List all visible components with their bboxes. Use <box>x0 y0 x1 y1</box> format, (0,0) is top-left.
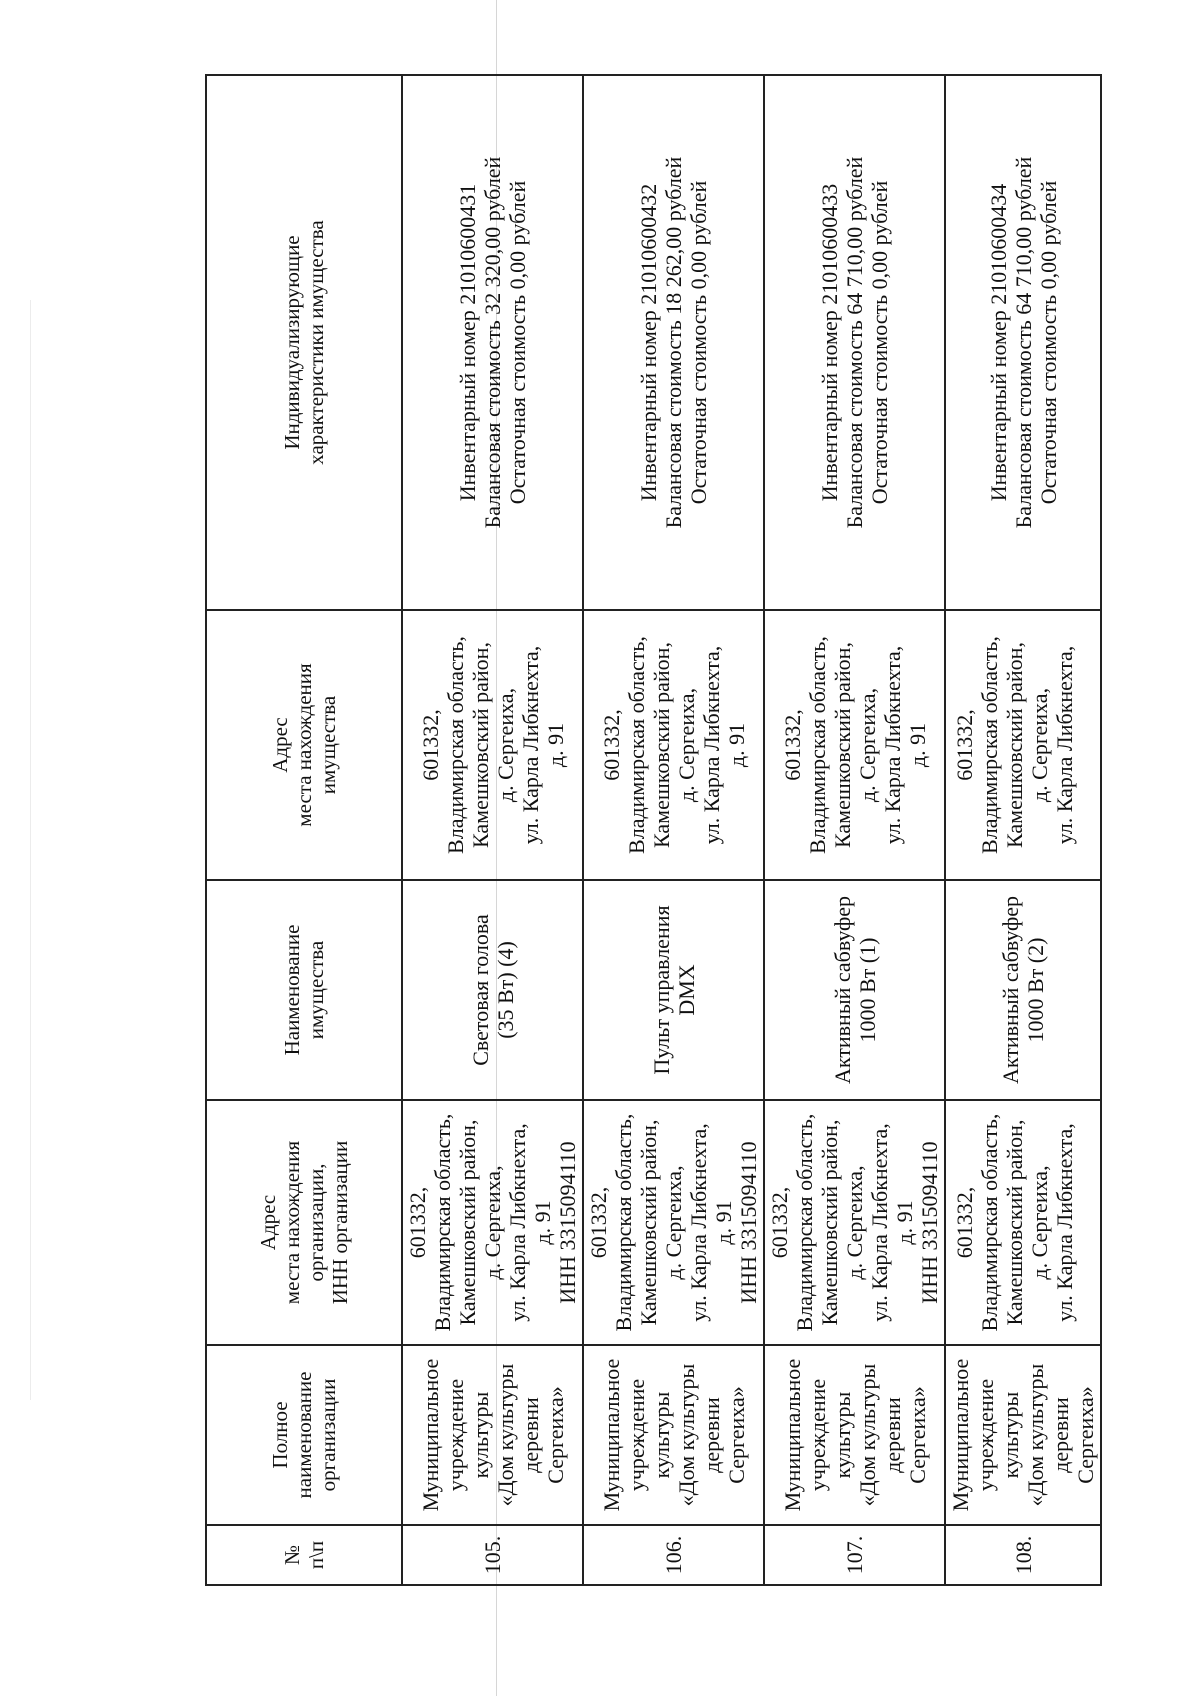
property-address-cell <box>402 610 583 880</box>
table-row <box>764 75 945 1585</box>
cell-line: Инвентарный номер 21010600433 <box>817 183 842 502</box>
cell-line: Наименование <box>280 924 304 1056</box>
cell-line: Камешковский район, <box>1002 1119 1027 1326</box>
cell-line: места нахождения <box>280 1140 304 1305</box>
cell-line: Камешковский район, <box>648 642 674 848</box>
header-org-address <box>206 1100 402 1345</box>
cell-line: п\п <box>304 1540 328 1570</box>
cell-line: д. Сергеиха, <box>1027 1165 1052 1280</box>
org-name-cell <box>583 1345 764 1525</box>
characteristics-cell <box>583 75 764 610</box>
cell-line: «Дом культуры <box>854 1363 880 1507</box>
cell-line: Камешковский район, <box>1002 642 1027 848</box>
table-row <box>945 75 1101 1585</box>
row-number: 106. <box>583 1525 764 1585</box>
property-name-cell <box>583 880 764 1100</box>
cell-line: Владимирская область, <box>611 1113 636 1332</box>
cell-line: Остаточная стоимость 0,00 рублей <box>1035 180 1061 505</box>
property-register-table <box>205 74 1102 1586</box>
cell-line: «Дом культуры <box>1023 1363 1048 1507</box>
cell-line: Балансовая стоимость 32 320,00 рублей <box>480 156 505 529</box>
property-address-cell <box>945 610 1101 880</box>
cell-line: организации <box>316 1378 340 1492</box>
cell-line: «Дом культуры <box>673 1363 699 1507</box>
cell-line: ул. Карла Либкнехта, <box>1052 1123 1077 1322</box>
cell-line: д. Сергеиха, <box>480 1165 505 1280</box>
cell-line: д. 91 <box>723 722 749 768</box>
cell-line: Балансовая стоимость 18 262,00 рублей <box>661 156 686 529</box>
cell-line: Активный сабвуфер <box>829 896 855 1084</box>
cell-line: ул. Карла Либкнехта, <box>517 645 543 845</box>
cell-line: Пульт управления <box>648 905 674 1075</box>
cell-line: ИНН 3315094110 <box>736 1141 761 1304</box>
org-address-cell <box>583 1100 764 1345</box>
cell-line: Балансовая стоимость 64 710,00 рублей <box>842 156 867 529</box>
table-row <box>402 75 583 1585</box>
cell-line: 601332, <box>767 1186 792 1259</box>
cell-line: 1000 Вт (1) <box>854 937 880 1043</box>
header-num <box>206 1525 402 1585</box>
cell-line: учреждение культуры <box>973 1378 1023 1492</box>
cell-line: ул. Карла Либкнехта, <box>686 1123 711 1322</box>
cell-line: характеристики имущества <box>304 220 328 465</box>
characteristics-cell <box>764 75 945 610</box>
cell-line: Владимирская область, <box>804 636 830 854</box>
cell-line: деревни Сергеиха» <box>517 1386 568 1484</box>
cell-line: Балансовая стоимость 64 710,00 рублей <box>1010 156 1036 529</box>
cell-line: д. Сергеиха, <box>492 687 518 803</box>
cell-line: Муниципальное <box>417 1358 443 1512</box>
cell-line: ул. Карла Либкнехта, <box>867 1123 892 1322</box>
cell-line: DMX <box>673 964 699 1016</box>
cell-line: Адрес <box>256 1194 280 1251</box>
cell-line: 601332, <box>417 709 443 781</box>
cell-line: ул. Карла Либкнехта, <box>879 645 905 845</box>
header-characteristics <box>206 75 402 610</box>
cell-line: 601332, <box>598 709 624 781</box>
cell-line: 601332, <box>952 1186 977 1259</box>
cell-line: № <box>280 1544 304 1566</box>
property-address-cell <box>764 610 945 880</box>
header-property-name <box>206 880 402 1100</box>
cell-line: Полное наименование <box>268 1371 316 1499</box>
cell-line: д. Сергеиха, <box>1027 687 1052 803</box>
row-number: 108. <box>945 1525 1101 1585</box>
cell-line: имущества <box>316 695 340 795</box>
cell-line: Остаточная стоимость 0,00 рублей <box>686 180 711 505</box>
cell-line: Муниципальное <box>948 1358 973 1512</box>
cell-line: д. 91 <box>530 1200 555 1245</box>
cell-line: Владимирская область, <box>792 1113 817 1332</box>
cell-line: учреждение культуры <box>623 1378 674 1492</box>
cell-line: Инвентарный номер 21010600432 <box>636 183 661 502</box>
org-address-cell <box>402 1100 583 1345</box>
cell-line: Владимирская область, <box>442 636 468 854</box>
cell-line: 601332, <box>952 709 977 781</box>
cell-line: ИНН 3315094110 <box>555 1141 580 1304</box>
cell-line: ул. Карла Либкнехта, <box>1052 645 1077 845</box>
cell-line: 601332, <box>405 1186 430 1259</box>
cell-line: Владимирская область, <box>977 1113 1002 1332</box>
cell-line: Владимирская область, <box>623 636 649 854</box>
cell-line: ИНН 3315094110 <box>917 1141 942 1304</box>
cell-line: Владимирская область, <box>977 636 1002 854</box>
cell-line: д. Сергеиха, <box>673 687 699 803</box>
table-header-row <box>206 75 402 1585</box>
cell-line: д. Сергеиха, <box>854 687 880 803</box>
cell-line: ИНН организации <box>328 1140 352 1305</box>
org-name-cell <box>945 1345 1101 1525</box>
cell-line: ул. Карла Либкнехта, <box>505 1123 530 1322</box>
cell-line: Муниципальное <box>598 1358 624 1512</box>
table-row <box>583 75 764 1585</box>
cell-line: Остаточная стоимость 0,00 рублей <box>867 180 892 505</box>
property-name-cell <box>945 880 1101 1100</box>
cell-line: 601332, <box>779 709 805 781</box>
property-name-cell <box>402 880 583 1100</box>
org-address-cell <box>945 1100 1101 1345</box>
cell-line: Активный сабвуфер <box>998 896 1023 1084</box>
cell-line: деревни Сергеиха» <box>879 1386 930 1484</box>
cell-line: Камешковский район, <box>455 1119 480 1326</box>
cell-line: Инвентарный номер 21010600431 <box>455 183 480 502</box>
cell-line: д. Сергеиха, <box>842 1165 867 1280</box>
cell-line: д. 91 <box>542 722 568 768</box>
org-name-cell <box>402 1345 583 1525</box>
cell-line: «Дом культуры <box>492 1363 518 1507</box>
property-address-cell <box>583 610 764 880</box>
cell-line: деревни Сергеиха» <box>698 1386 749 1484</box>
cell-line: ул. Карла Либкнехта, <box>698 645 724 845</box>
cell-line: Остаточная стоимость 0,00 рублей <box>505 180 530 505</box>
row-number: 107. <box>764 1525 945 1585</box>
cell-line: Световая голова <box>467 914 493 1066</box>
cell-line: деревни Сергеиха» <box>1048 1386 1098 1484</box>
cell-line: д. Сергеиха, <box>661 1165 686 1280</box>
org-name-cell <box>764 1345 945 1525</box>
cell-line: Камешковский район, <box>817 1119 842 1326</box>
cell-line: Инвентарный номер 21010600434 <box>985 183 1011 502</box>
cell-line: организации, <box>304 1163 328 1282</box>
header-property-address <box>206 610 402 880</box>
characteristics-cell <box>402 75 583 610</box>
cell-line: Камешковский район, <box>467 642 493 848</box>
cell-line: Адрес <box>268 717 292 773</box>
cell-line: учреждение культуры <box>442 1378 493 1492</box>
cell-line: д. 91 <box>892 1200 917 1245</box>
cell-line: Индивидуализирующие <box>280 235 304 450</box>
cell-line: Камешковский район, <box>636 1119 661 1326</box>
cell-line: учреждение культуры <box>804 1378 855 1492</box>
cell-line: места нахождения <box>292 663 316 827</box>
property-name-cell <box>764 880 945 1100</box>
scan-artifact-line <box>30 300 31 1400</box>
characteristics-cell <box>945 75 1101 610</box>
row-number: 105. <box>402 1525 583 1585</box>
cell-line: д. 91 <box>904 722 930 768</box>
header-org-name <box>206 1345 402 1525</box>
cell-line: Владимирская область, <box>430 1113 455 1332</box>
cell-line: (35 Вт) (4) <box>492 941 518 1039</box>
cell-line: Камешковский район, <box>829 642 855 848</box>
cell-line: 1000 Вт (2) <box>1023 937 1048 1043</box>
cell-line: 601332, <box>586 1186 611 1259</box>
cell-line: Муниципальное <box>779 1358 805 1512</box>
cell-line: имущества <box>304 940 328 1040</box>
cell-line: д. 91 <box>711 1200 736 1245</box>
rotated-table-container <box>205 76 1098 1586</box>
org-address-cell <box>764 1100 945 1345</box>
